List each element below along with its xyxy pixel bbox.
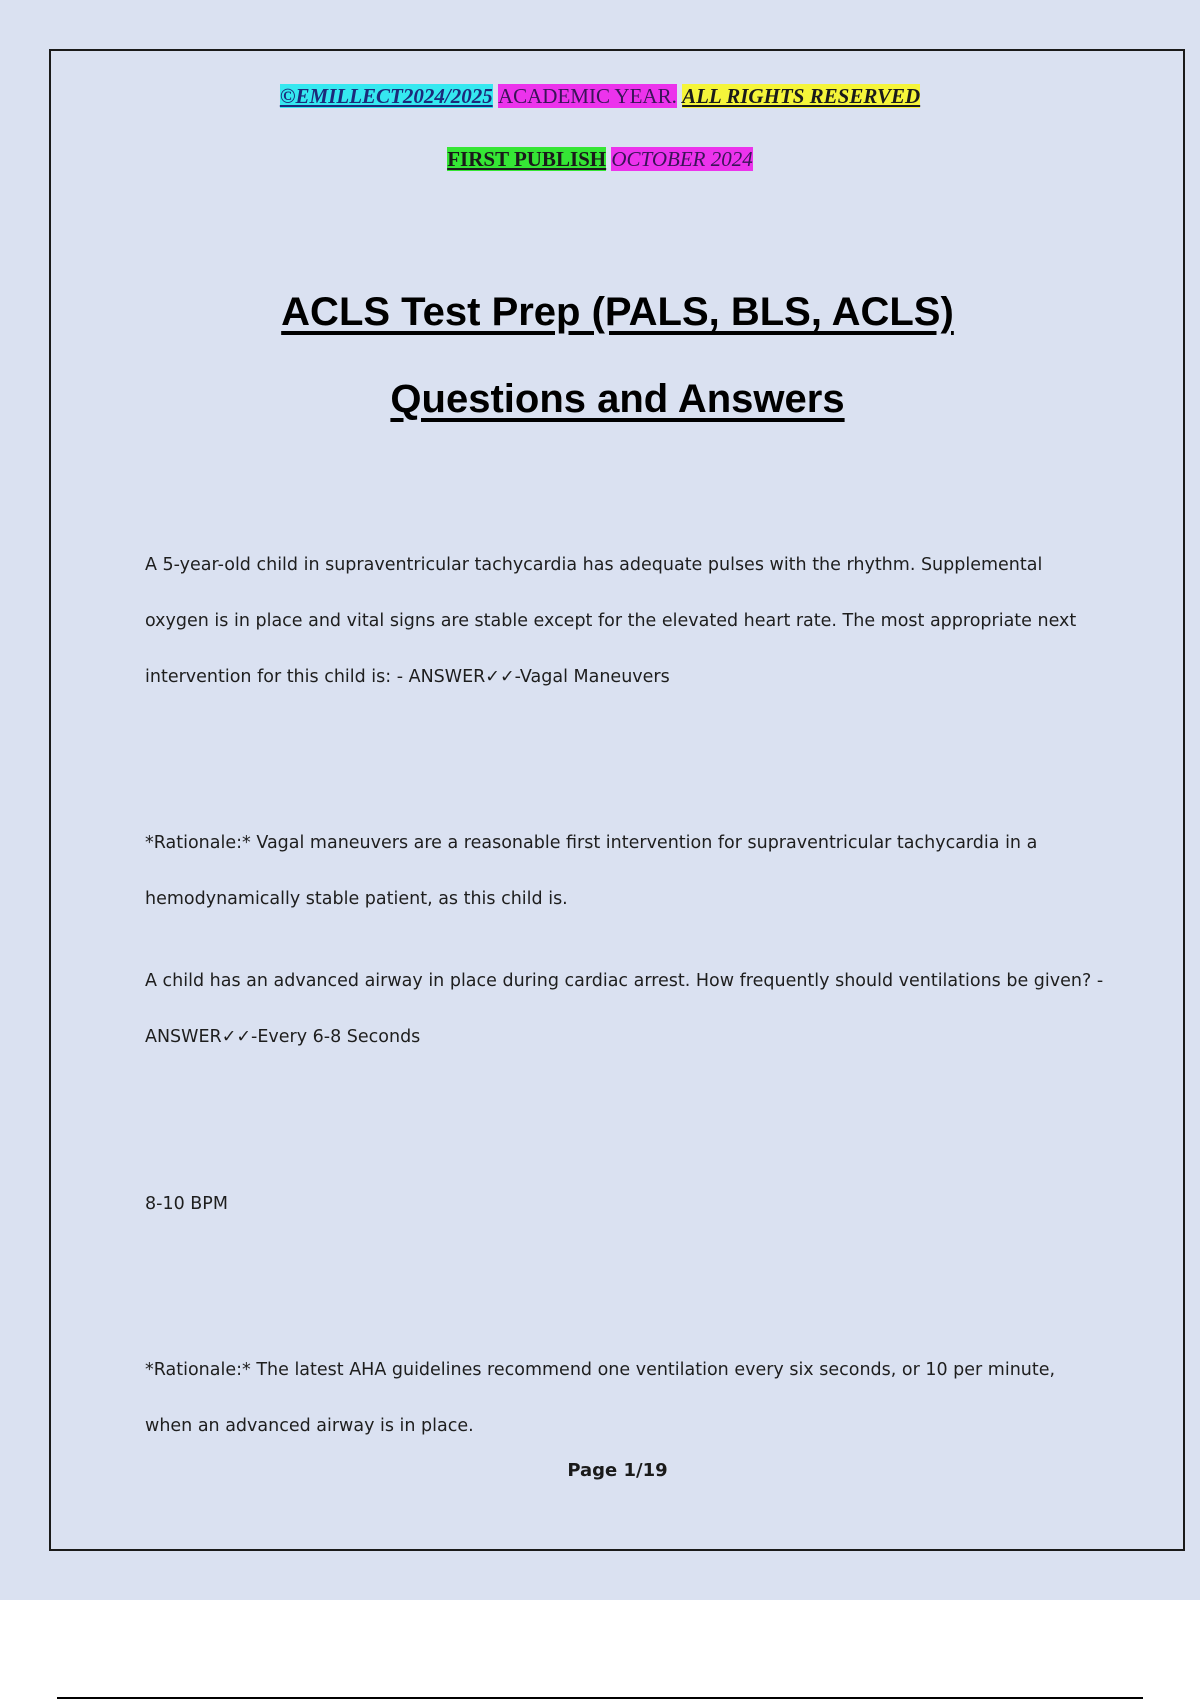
- first-publish-label: FIRST PUBLISH: [447, 147, 607, 171]
- rights-label: ALL RIGHTS RESERVED: [682, 84, 921, 108]
- header-copyright-line: [0, 84, 1200, 109]
- rationale-2: [145, 1342, 1105, 1454]
- answer-2-extra: [145, 1176, 1105, 1232]
- question-1: [145, 537, 1105, 705]
- page-number: Page 1/19: [567, 1460, 668, 1481]
- question-1-text: A 5-year-old child in supraventricular tachycardia has adequate pulses with the rhythm. Supplemental oxygen is in place and vital signs are stable except for the elevated heart rate. The most appropriate next intervention for this child is: - ANSWER✓✓-Vagal Maneuvers: [145, 555, 1077, 687]
- rationale-1: [145, 815, 1105, 927]
- answer-2-extra-text: 8-10 BPM: [145, 1194, 228, 1214]
- rationale-2-text: *Rationale:* The latest AHA guidelines recommend one ventilation every six seconds, or 10 per minute, when an advanced airway is in place.: [145, 1360, 1056, 1436]
- page-border: [49, 49, 1185, 1551]
- question-2-text: A child has an advanced airway in place during cardiac arrest. How frequently should ventilations be given? - ANSWER✓✓-Every 6-8 Seconds: [145, 971, 1104, 1047]
- footer-divider: [57, 1697, 1143, 1699]
- document-subtitle: Questions and Answers: [390, 377, 845, 421]
- document-title: ACLS Test Prep (PALS, BLS, ACLS): [281, 290, 954, 334]
- academic-year-label: ACADEMIC YEAR.: [497, 84, 677, 108]
- header-publish-line: [0, 147, 1200, 172]
- publish-date-label: OCTOBER 2024: [611, 147, 753, 171]
- rationale-1-text: *Rationale:* Vagal maneuvers are a reasonable first intervention for supraventricular tachycardia in a hemodynamically stable patient, as this child is.: [145, 833, 1038, 909]
- question-2: [145, 953, 1105, 1065]
- copyright-label: ©EMILLECT2024/2025: [279, 84, 493, 108]
